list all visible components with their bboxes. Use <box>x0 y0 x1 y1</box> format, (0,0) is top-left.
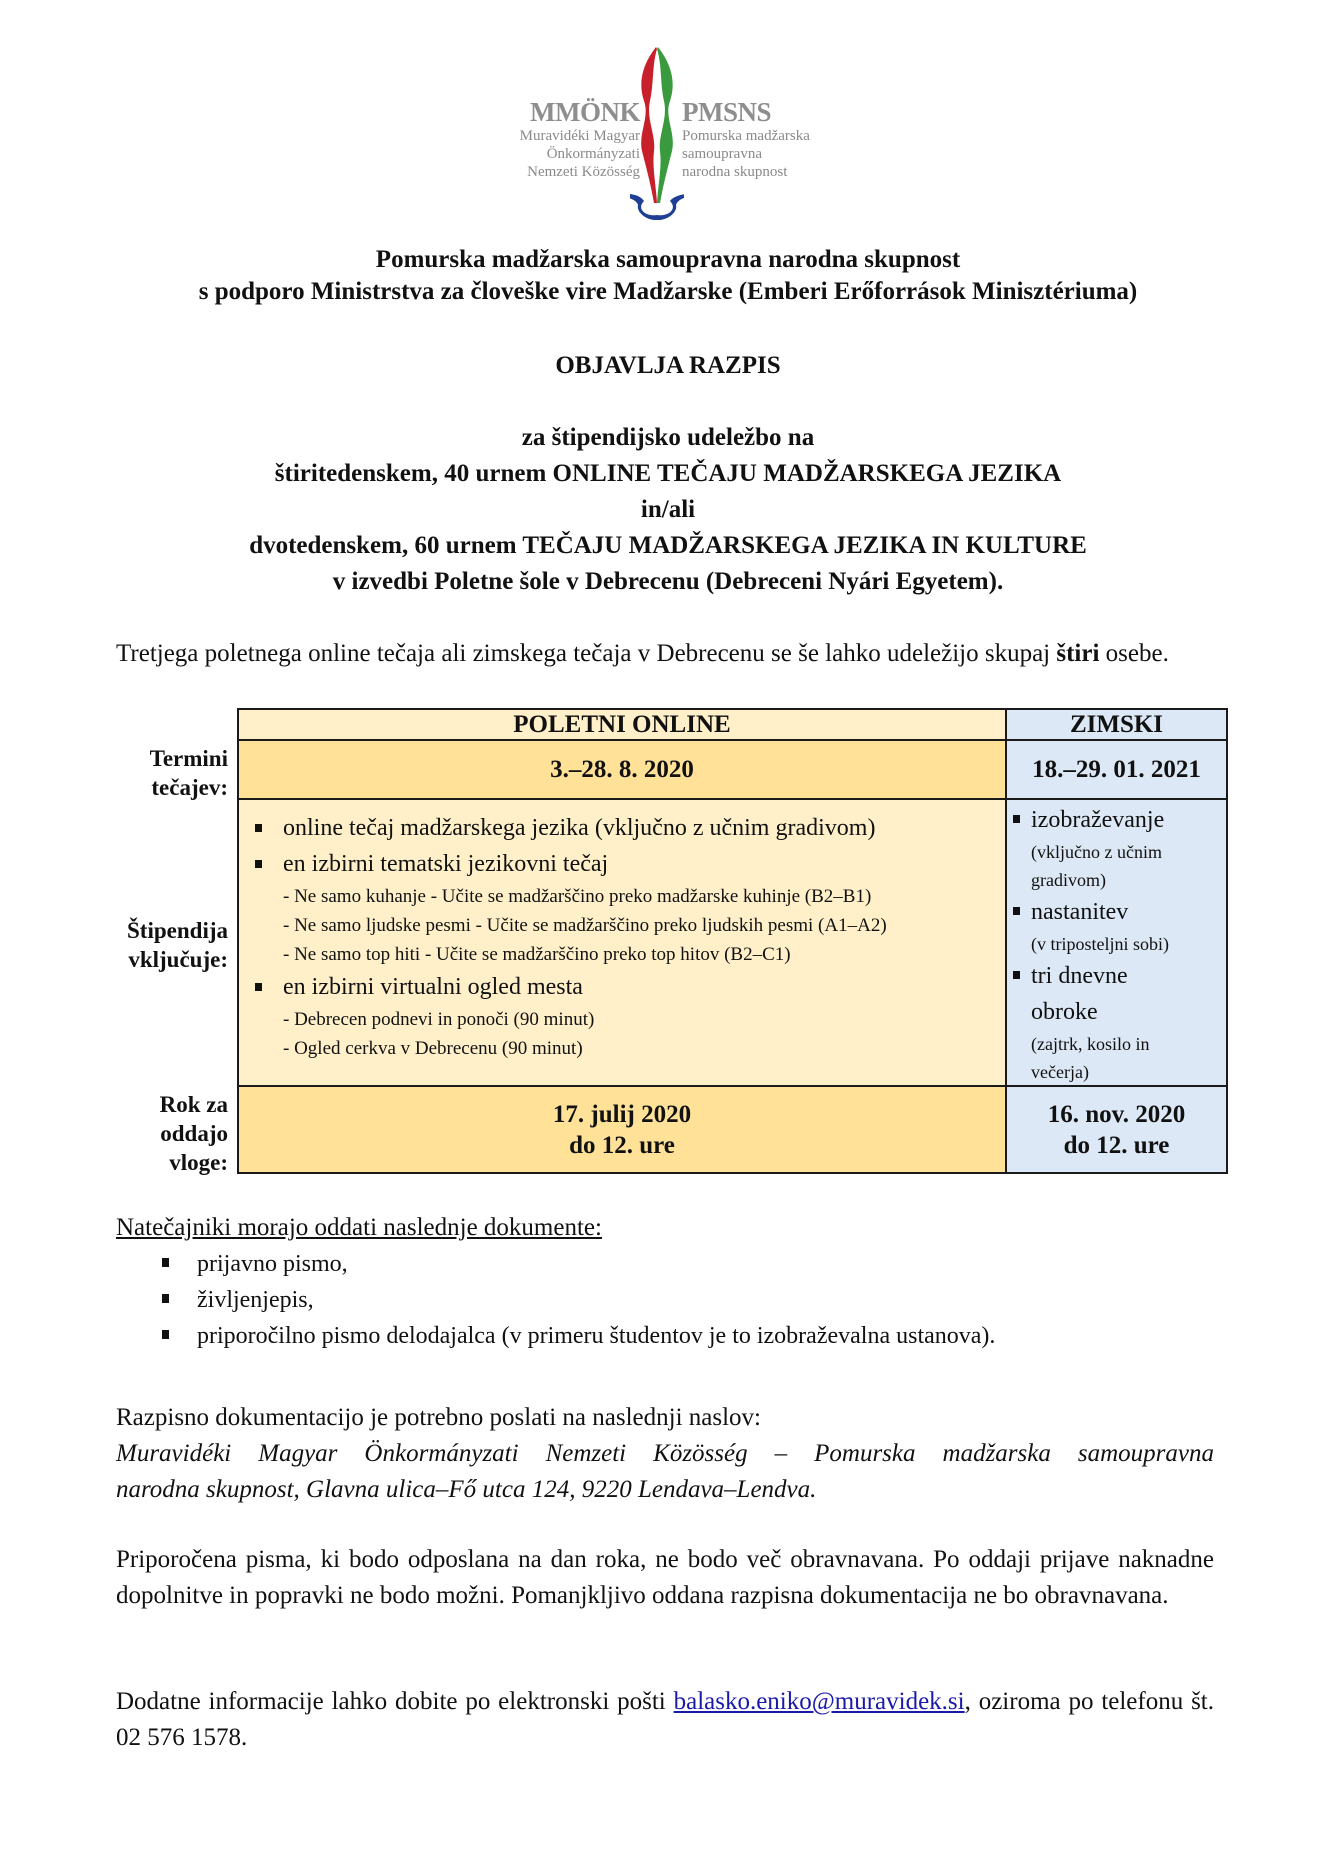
documents-heading: Natečajniki morajo oddati naslednje dokumente: <box>116 1214 602 1241</box>
winter-dates <box>1005 739 1228 800</box>
winter-includes <box>1005 798 1228 1087</box>
deadline-date: 17. julij 2020 <box>552 1100 692 1128</box>
logo-line: Pomurska madžarska <box>682 128 810 144</box>
announcement-title: OBJAVLJA RAZPIS <box>555 352 781 379</box>
sponsor-line: s podporo Ministrstva za človeške vire Madžarske (Emberi Erőforrások Minisztériuma) <box>198 278 1138 305</box>
address-line: Muravidéki Magyar Önkormányzati Nemzeti Közösség – Pomurska madžarska samoupravna <box>116 1440 1214 1467</box>
intro-paragraph <box>116 636 1214 672</box>
row-label-includes <box>100 916 228 974</box>
scholarship-table <box>237 708 1228 1174</box>
contact-text: Dodatne informacije lahko dobite po elektronski pošti <box>116 1688 674 1715</box>
summer-dates <box>237 739 1007 800</box>
column-header-winter: ZIMSKI <box>1005 708 1228 741</box>
address-line: narodna skupnost, Glavna ulica–Fő utca 124, 9220 Lendava–Lendva. <box>116 1476 817 1503</box>
logo-acronym-hu: MMÖNK <box>530 97 640 127</box>
notice-paragraph: Priporočena pisma, ki bodo odposlana na dan roka, ne bodo več obravnavana. Po oddaji prijave naknadne dopolnitve in popravki ne bodo možni. Pomanjkljivo oddana razpisna dokumentacija ne bo obravnavana. <box>116 1546 1214 1609</box>
logo-line: Muravidéki Magyar <box>519 128 640 144</box>
deadline-time: do 12. ure <box>1063 1131 1170 1159</box>
label-line: oddajo <box>160 1121 228 1146</box>
summer-deadline <box>237 1085 1007 1174</box>
include-item: izobraževanje <box>1007 802 1226 838</box>
include-item-cont: obroke <box>1031 999 1098 1025</box>
label-line: vključuje: <box>128 947 228 972</box>
documents-list <box>160 1246 995 1354</box>
label-line: Termini <box>149 746 228 771</box>
logo-line: narodna skupnost <box>682 164 788 180</box>
include-item: online tečaj madžarskega jezika (vključno z učnim gradivom) <box>239 810 1005 846</box>
logo-line: samoupravna <box>682 146 762 162</box>
address-intro: Razpisno dokumentacijo je potrebno poslati na naslednji naslov: <box>116 1404 762 1431</box>
intro-count: štiri <box>1056 640 1100 667</box>
label-line: vloge: <box>169 1150 228 1175</box>
document-item: priporočilno pismo delodajalca (v primeru študentov je to izobraževalna ustanova). <box>160 1318 995 1354</box>
column-header-summer: POLETNI ONLINE <box>237 708 1007 741</box>
document-item: prijavno pismo, <box>160 1246 995 1282</box>
contact-paragraph <box>116 1684 1214 1756</box>
logo-right-text <box>682 97 882 181</box>
include-item: nastanitev <box>1007 894 1226 930</box>
deadline-date: 16. nov. 2020 <box>1047 1100 1186 1128</box>
subject-line: za štipendijsko udeležbo na <box>521 424 815 451</box>
logo-line: Nemzeti Közösség <box>527 164 640 180</box>
subject-line: in/ali <box>640 496 696 523</box>
subject-line: dvotedenskem, 60 urnem TEČAJU MADŽARSKEGA JEZIKA IN KULTURE <box>249 532 1087 559</box>
include-subitem: - Ne samo top hiti - Učite se madžarščino preko top hitov (B2–C1) <box>283 944 791 965</box>
intro-text: Tretjega poletnega online tečaja ali zimskega tečaja v Debrecenu se še lahko udeležijo skupaj <box>116 640 1057 667</box>
logo-left-text <box>440 97 640 181</box>
logo-acronym-sl: PMSNS <box>682 97 772 127</box>
flame-emblem-icon <box>630 45 684 220</box>
deadline-time: do 12. ure <box>569 1131 675 1159</box>
label-line: Rok za <box>159 1092 228 1117</box>
label-line: tečajev: <box>151 775 228 800</box>
row-label-deadline <box>100 1090 228 1177</box>
label-line: Štipendija <box>127 918 228 943</box>
contact-text-end: , oziroma po telefonu št. 02 576 1578. <box>116 1688 1214 1751</box>
include-item: en izbirni tematski jezikovni tečaj <box>239 846 1005 882</box>
include-note: (vključno z učnim <box>1031 842 1162 862</box>
intro-text-end: osebe. <box>1099 640 1169 667</box>
include-subitem: - Ne samo ljudske pesmi - Učite se madžarščino preko ljudskih pesmi (A1–A2) <box>283 915 887 936</box>
organization-name: Pomurska madžarska samoupravna narodna skupnost <box>375 246 961 273</box>
include-item: tri dnevne <box>1007 958 1226 994</box>
include-subitem: - Debrecen podnevi in ponoči (90 minut) <box>283 1009 595 1030</box>
row-label-dates <box>100 744 228 802</box>
include-subitem: - Ogled cerkva v Debrecenu (90 minut) <box>283 1038 583 1059</box>
subject-line: v izvedbi Poletne šole v Debrecenu (Debreceni Nyári Egyetem). <box>332 568 1004 595</box>
email-link[interactable]: balasko.eniko@muravidek.si <box>673 1688 965 1715</box>
summer-dates-value: 3.–28. 8. 2020 <box>550 756 694 783</box>
organization-logo <box>500 45 840 220</box>
include-note: gradivom) <box>1031 870 1106 890</box>
include-note: (v triposteljni sobi) <box>1031 934 1169 954</box>
document-item: življenjepis, <box>160 1282 995 1318</box>
winter-dates-value: 18.–29. 01. 2021 <box>1032 756 1201 783</box>
include-subitem: - Ne samo kuhanje - Učite se madžarščino preko madžarske kuhinje (B2–B1) <box>283 886 872 907</box>
subject-line: štiritedenskem, 40 urnem ONLINE TEČAJU MADŽARSKEGA JEZIKA <box>274 460 1062 487</box>
winter-deadline <box>1005 1085 1228 1174</box>
summer-includes <box>237 798 1007 1087</box>
include-note: večerja) <box>1031 1062 1089 1082</box>
logo-line: Önkormányzati <box>546 146 640 162</box>
include-item: en izbirni virtualni ogled mesta <box>239 969 1005 1005</box>
include-note: (zajtrk, kosilo in <box>1031 1034 1150 1054</box>
